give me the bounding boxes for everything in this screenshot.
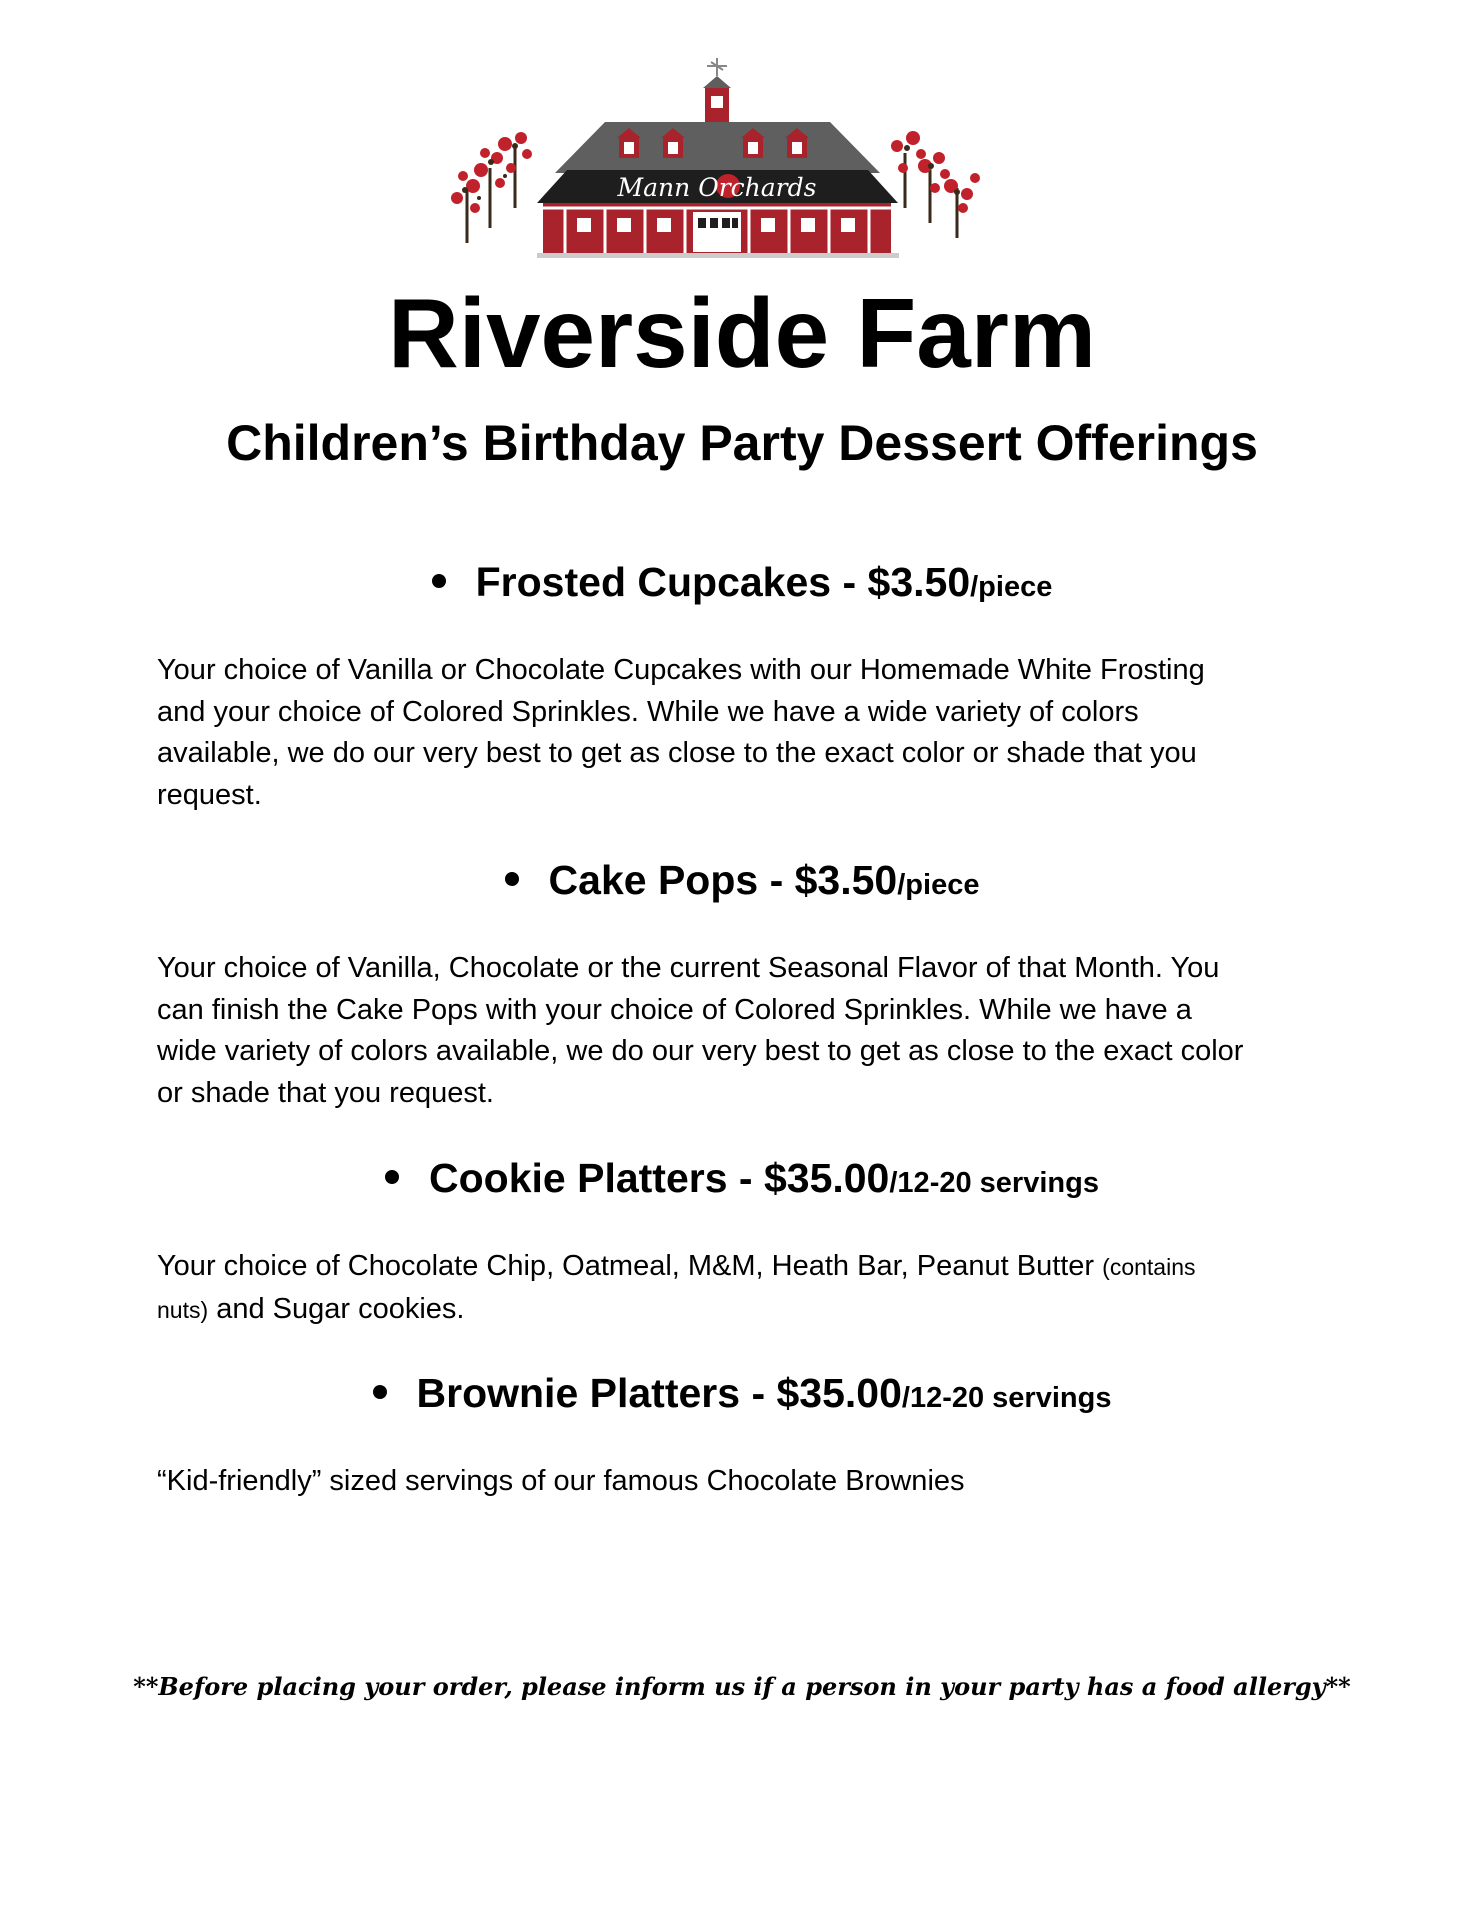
item-heading-frosted-cupcakes — [0, 557, 1484, 612]
cupola-icon — [703, 58, 731, 122]
item-unit: /piece — [970, 571, 1053, 603]
item-name: Cake Pops - $3.50 — [548, 857, 898, 903]
description-note: (contains — [1102, 1254, 1196, 1280]
bullet-icon — [432, 574, 446, 588]
description-line: or shade that you request. — [157, 1076, 494, 1109]
description-line: request. — [157, 778, 262, 811]
description-text: and Sugar cookies. — [216, 1292, 465, 1325]
description-line: can finish the Cake Pops with your choice of Colored Sprinkles. While we have a — [157, 993, 1192, 1026]
barn-roof-icon — [555, 122, 880, 173]
item-heading-brownie-platters — [0, 1368, 1484, 1423]
item-heading-cake-pops — [0, 855, 1484, 910]
description-line: Your choice of Vanilla or Chocolate Cupcakes with our Homemade White Frosting — [157, 654, 1205, 686]
item-name: Brownie Platters - $35.00 — [416, 1370, 902, 1416]
description-line — [157, 1246, 1342, 1289]
item-unit: /piece — [897, 869, 980, 901]
description-line: Your choice of Vanilla, Chocolate or the current Seasonal Flavor of that Month. You — [157, 952, 1220, 984]
item-name: Cookie Platters - $35.00 — [429, 1155, 890, 1201]
allergy-note: **Before placing your order, please inform us if a person in your party has a food allergy** — [133, 1672, 1351, 1701]
item-description-brownie-platters — [157, 1461, 1342, 1503]
description-line: wide variety of colors available, we do our very best to get as close to the exact color — [157, 1035, 1244, 1067]
item-unit: /12-20 servings — [889, 1167, 1099, 1199]
page-title: Riverside Farm — [387, 278, 1097, 388]
description-line: and your choice of Colored Sprinkles. While we have a wide variety of colors — [157, 695, 1139, 728]
item-heading-cookie-platters — [0, 1153, 1484, 1208]
item-description-cake-pops — [157, 948, 1342, 1114]
item-description-frosted-cupcakes — [157, 650, 1342, 816]
barn-logo-icon — [445, 58, 990, 258]
bullet-icon — [385, 1170, 399, 1184]
description-line — [157, 1289, 1342, 1332]
page-subtitle: Children’s Birthday Party Dessert Offerings — [226, 415, 1258, 471]
item-description-cookie-platters — [157, 1246, 1342, 1331]
mann-orchards-logo — [445, 58, 990, 258]
description-line: “Kid-friendly” sized servings of our famous Chocolate Brownies — [157, 1465, 965, 1497]
bullet-icon — [505, 872, 519, 886]
item-unit: /12-20 servings — [901, 1382, 1112, 1414]
description-note: nuts) — [157, 1296, 209, 1323]
description-text: Your choice of Chocolate Chip, Oatmeal, M&M, Heath Bar, Peanut Butter — [157, 1250, 1095, 1282]
left-apple-trees-icon — [451, 132, 532, 243]
description-line: available, we do our very best to get as close to the exact color or shade that you — [157, 737, 1197, 769]
item-name: Frosted Cupcakes - $3.50 — [475, 559, 971, 605]
right-apple-trees-icon — [891, 131, 980, 238]
logo-brand-text: Mann Orchards — [617, 173, 817, 202]
bullet-icon — [373, 1385, 387, 1399]
